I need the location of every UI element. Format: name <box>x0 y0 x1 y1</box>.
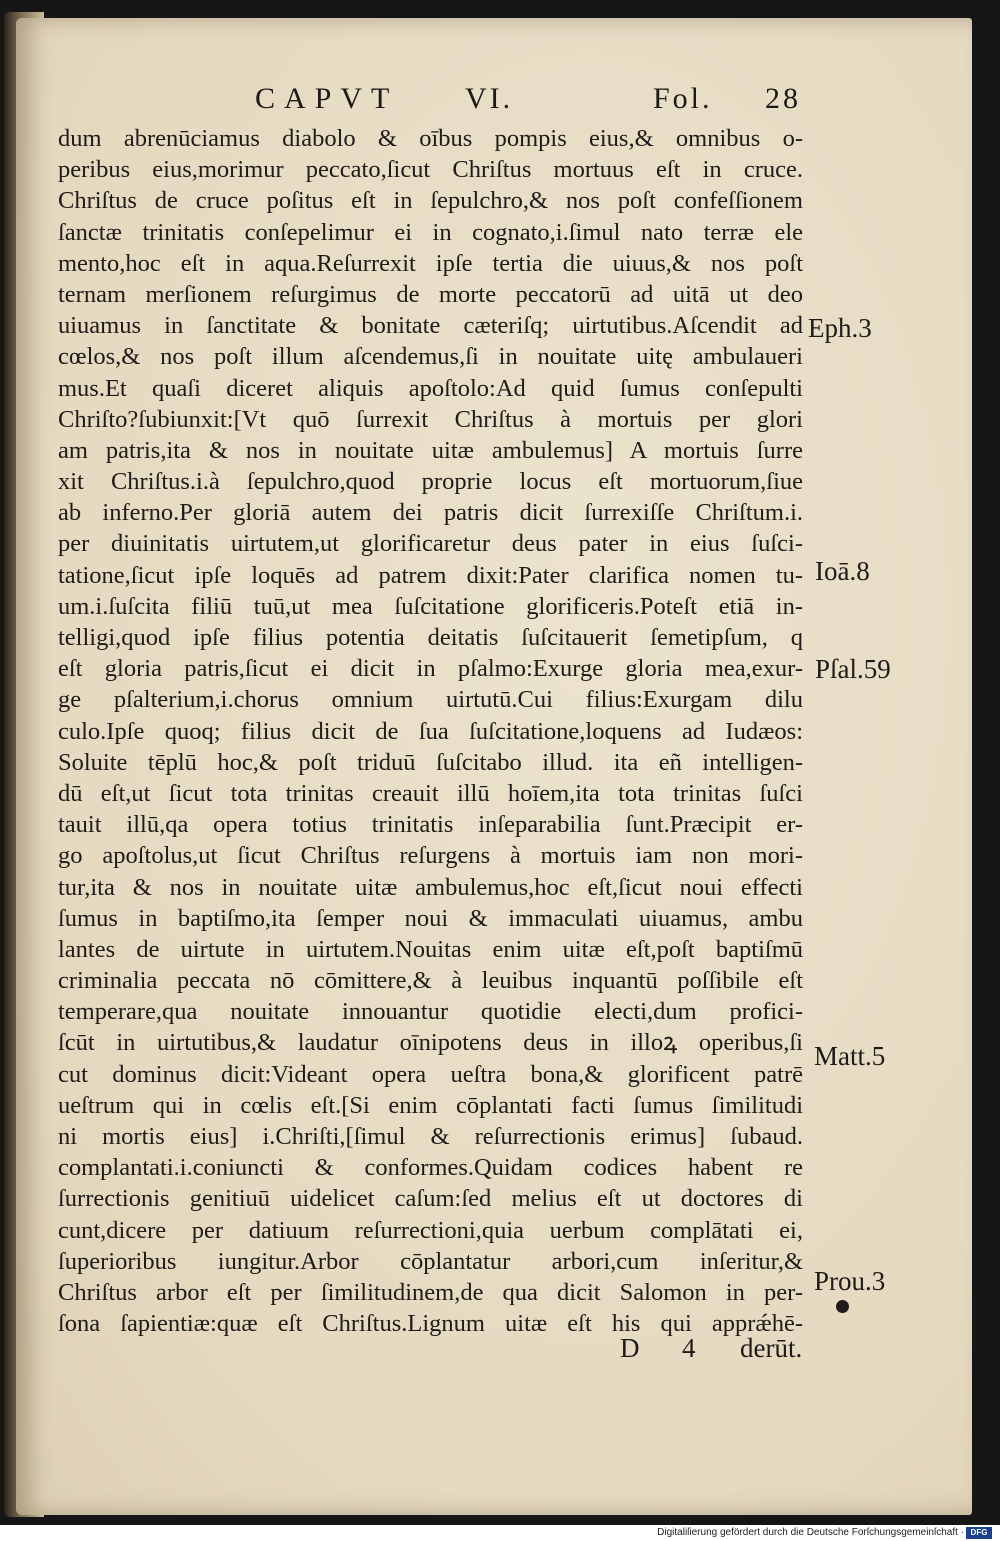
dfg-logo: DFG <box>966 1527 992 1539</box>
text-line: tatione,ſicut ipſe loquēs ad patrem dixit:Pater clarifica nomen tu- <box>58 561 803 589</box>
text-line: mus.Et quaſi diceret aliquis apoſtolo:Ad quid ſumus conſepulti <box>58 374 803 402</box>
text-line: ſuperioribus iungitur.Arbor cōplantatur arbori,cum inſeritur,& <box>58 1247 803 1275</box>
text-line: go apoſtolus,ut ſicut Chriſtus reſurgens à mortuis iam non mori- <box>58 842 803 870</box>
text-line: ueſtrum qui in cœlis eſt.[Si enim cōplantati facti ſumus ſimilitudi <box>58 1091 803 1119</box>
text-line: Soluite tēplū hoc,& poſt triduū ſuſcitabo illud. ita eñ intelligen- <box>58 748 803 776</box>
text-line: ni mortis eius] i.Chriſti,[ſimul & reſurrectionis erimus] ſubaud. <box>58 1123 803 1150</box>
text-line: eſt gloria patris,ſicut ei dicit in pſalmo:Exurge gloria mea,exur- <box>58 655 803 683</box>
marginal-note-ioa: Ioā.8 <box>815 556 870 586</box>
text-line: ternam merſionem reſurgimus de morte peccatorū ad uitā ut deo <box>58 280 803 308</box>
running-header <box>255 82 801 122</box>
marginal-note-psal: Pſal.59 <box>815 654 891 684</box>
text-line: cunt,dicere per datiuum reſurrectioni,quia uerbum complātati ei, <box>58 1216 803 1244</box>
text-line: ſanctæ trinitatis conſepelimur ei in cognato,i.ſimul nato terræ ele <box>58 218 803 246</box>
text-line: ſumus in baptiſmo,ita ſemper noui & immaculati uiuamus, ambu <box>58 904 803 932</box>
header-caput: CAPVT <box>255 82 399 115</box>
text-line: Chriſto?ſubiunxit:[Vt quō ſurrexit Chriſtus à mortuis per glori <box>58 405 803 433</box>
text-line: Chriſtus arbor eſt per ſimilitudinem,de qua dicit Salomon in per- <box>58 1278 803 1306</box>
text-line: cut dominus dicit:Videant opera ueſtra bona,& glorificent patrē <box>58 1060 803 1088</box>
text-line: temperare,qua nouitate innouantur quotidie electi,dum profici- <box>58 998 803 1026</box>
text-line: cœlos,& nos poſt illum aſcendemus,ſi in nouitate uitę ambulaueri <box>58 343 803 371</box>
text-line: dū eſt,ut ſicut tota trinitas creauit illū hoīem,ita tota trinitas ſuſci <box>58 779 803 807</box>
folio-number: 28 <box>765 82 801 115</box>
text-line: uiuamus in ſanctitate & bonitate cæteriſq; uirtutibus.Aſcendit ad <box>58 312 803 340</box>
body-text <box>58 123 803 1339</box>
text-line: per diuinitatis uirtutem,ut glorificaretur deus pater in eius ſuſci- <box>58 530 803 558</box>
text-line: ab inferno.Per gloriā autem dei patris dicit ſurrexiſſe Chriſtum.i. <box>58 499 803 527</box>
funding-notice: Digitaliſierung gefördert durch die Deutsche Forſchungsgemeinſchaft · <box>657 1527 964 1538</box>
text-line: lantes de uirtute in uirtutem.Nouitas enim uitæ eſt,poſt baptiſmū <box>58 935 803 963</box>
text-line: um.i.ſuſcita filiū tuū,ut mea ſuſcitatione glorificeris.Poteſt etiā in- <box>58 592 803 620</box>
text-line: peribus eius,morimur peccato,ſicut Chriſtus mortuus eſt in cruce. <box>58 156 803 184</box>
text-line: criminalia peccata nō cōmittere,& à leuibus inquantū poſſibile eſt <box>58 967 803 995</box>
text-line: xit Chriſtus.i.à ſepulchro,quod proprie locus eſt mortuorum,ſiue <box>58 468 803 496</box>
margin-dot <box>836 1300 849 1313</box>
signature-mark: D <box>620 1333 640 1363</box>
marginal-note-matt: Matt.5 <box>814 1041 886 1071</box>
signature-line <box>620 1333 820 1369</box>
catchword: derūt. <box>740 1333 803 1363</box>
text-line: mento,hoc eſt in aqua.Reſurrexit ipſe tertia die uiuus,& nos poſt <box>58 249 803 277</box>
text-line: complantati.i.coniuncti & conformes.Quidam codices habent re <box>58 1154 803 1182</box>
header-chapter: VI. <box>465 82 514 115</box>
text-line: telligi,quod ipſe filius potentia deitatis ſuſcitauerit ſemetipſum, q <box>58 624 803 651</box>
text-line: Chriſtus de cruce poſitus eſt in ſepulchro,& nos poſt confeſſionem <box>58 187 803 215</box>
marginal-note-prou: Prou.3 <box>814 1266 886 1296</box>
text-line: ſcūt in uirtutibus,& laudatur oīnipotens deus in illoꝝ operibus,ſi <box>58 1029 803 1057</box>
text-line: culo.Ipſe quoq; filius dicit de ſua ſuſcitatione,loquens ad Iudæos: <box>58 717 803 745</box>
text-line: ſurrectionis genitiuū uidelicet caſum:ſed melius eſt ut doctores di <box>58 1185 803 1213</box>
text-line: ſona ſapientiæ:quæ eſt Chriſtus.Lignum uitæ eſt his qui apprǽhē- <box>58 1310 803 1338</box>
text-line: dum abrenūciamus diabolo & oībus pompis eius,& omnibus o- <box>58 125 803 152</box>
text-line: tauit illū,qa opera totius trinitatis inſeparabilia ſunt.Præcipit er- <box>58 811 803 839</box>
text-line: ge pſalterium,i.chorus omnium uirtutū.Cui filius:Exurgam dilu <box>58 686 803 714</box>
text-line: tur,ita & nos in nouitate uitæ ambulemus,hoc eſt,ſicut noui effecti <box>58 873 803 901</box>
signature-number: 4 <box>682 1333 696 1363</box>
header-fol: Fol. <box>653 82 713 115</box>
marginal-note-eph: Eph.3 <box>808 313 872 343</box>
text-line: am patris,ita & nos in nouitate uitæ ambulemus] A mortuis ſurre <box>58 436 803 464</box>
